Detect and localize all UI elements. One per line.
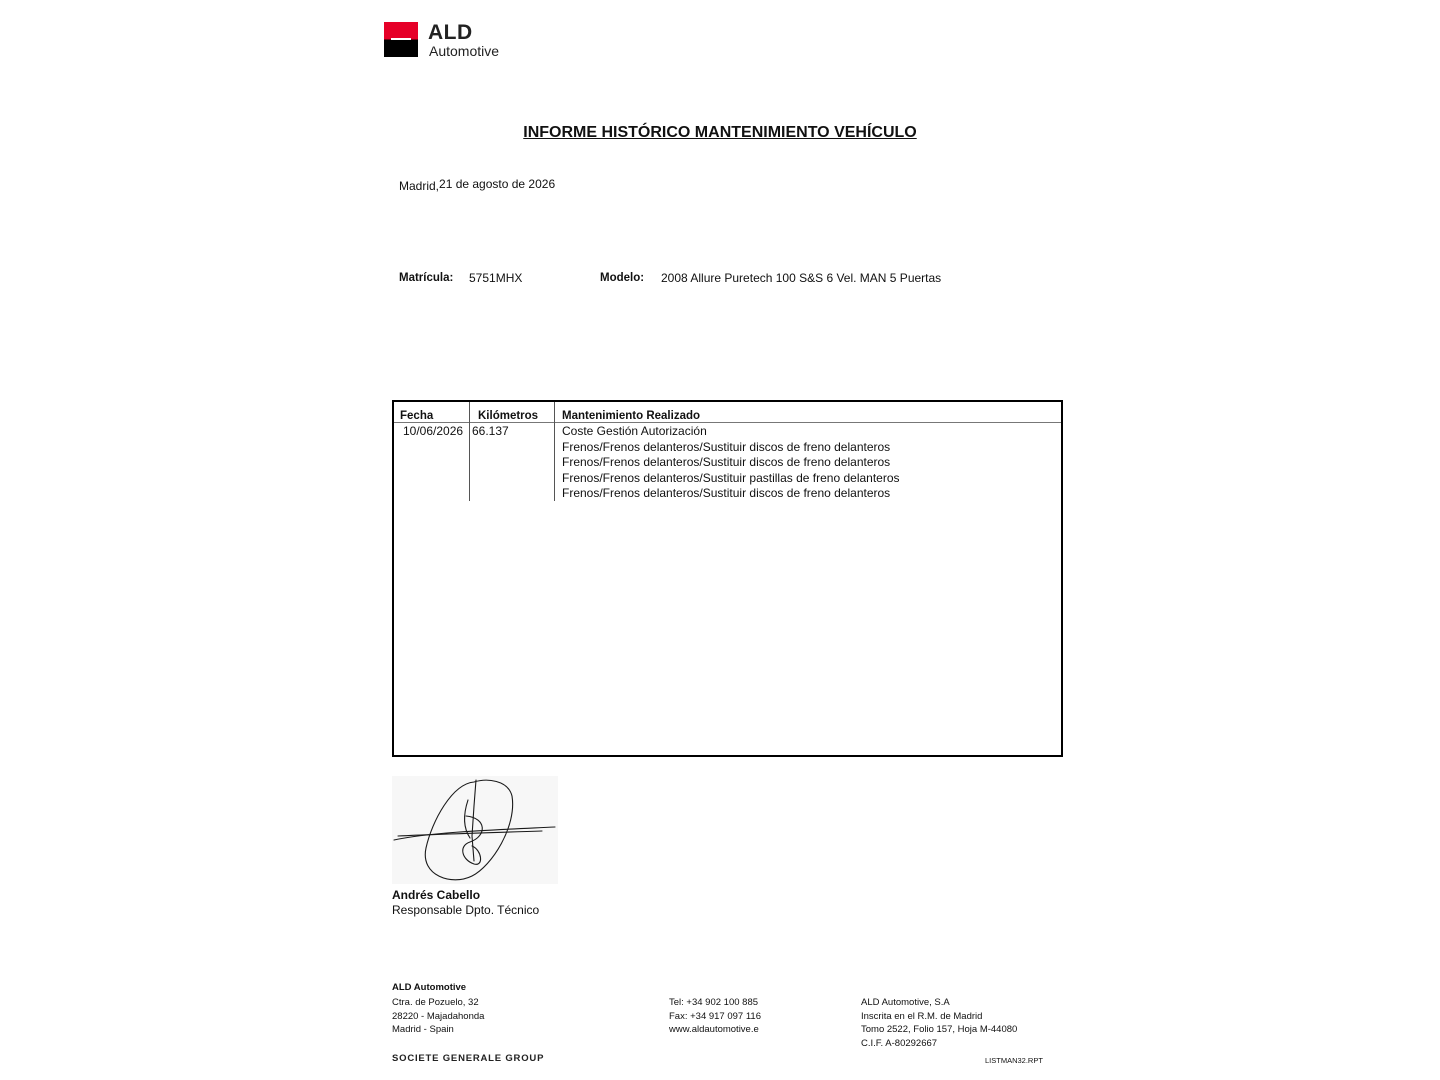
- date-city: Madrid,: [399, 179, 440, 193]
- list-item: Coste Gestión Autorización: [562, 424, 707, 438]
- date-text: 21 de agosto de 2026: [439, 177, 556, 191]
- logo-name: ALD: [428, 21, 473, 44]
- footer-legal-line: Inscrita en el R.M. de Madrid: [861, 1010, 983, 1022]
- footer-legal-line: ALD Automotive, S.A: [861, 997, 950, 1008]
- model-label: Modelo:: [600, 272, 645, 284]
- plate-value: 5751MHX: [469, 271, 523, 285]
- footer-fax: Fax: +34 917 097 116: [669, 1010, 761, 1022]
- footer-legal: [861, 996, 1017, 1050]
- footer-address: [392, 996, 484, 1037]
- footer-contact: [669, 996, 761, 1037]
- ald-automotive-logo: [384, 22, 512, 60]
- maintenance-items: [562, 424, 900, 502]
- list-item: Frenos/Frenos delanteros/Sustituir discos de freno delanteros: [562, 455, 891, 469]
- footer-phone: Tel: +34 902 100 885: [669, 997, 759, 1008]
- list-item: Frenos/Frenos delanteros/Sustituir pastillas de freno delanteros: [562, 470, 900, 485]
- model-value: 2008 Allure Puretech 100 S&S 6 Vel. MAN 5 Puertas: [661, 271, 942, 285]
- logo-mark-icon: [384, 22, 418, 57]
- report-code: LISTMAN32.RPT: [985, 1056, 1043, 1065]
- list-item: Frenos/Frenos delanteros/Sustituir discos de freno delanteros: [562, 439, 891, 454]
- signer-name: Andrés Cabello: [392, 888, 481, 902]
- footer-address-line: Madrid - Spain: [392, 1024, 454, 1036]
- plate-label: Matrícula:: [399, 272, 454, 284]
- footer-company: ALD Automotive: [392, 982, 467, 993]
- column-divider: [554, 402, 555, 501]
- column-divider: [469, 402, 470, 501]
- list-item: Frenos/Frenos delanteros/Sustituir discos de freno delanteros: [562, 486, 891, 500]
- header-fecha: Fecha: [400, 410, 434, 422]
- signer-role: Responsable Dpto. Técnico: [392, 903, 540, 917]
- document-date: [399, 177, 555, 191]
- footer-legal-line: Tomo 2522, Folio 157, Hoja M-44080: [861, 1024, 1018, 1036]
- footer-address-line: Ctra. de Pozuelo, 32: [392, 997, 479, 1008]
- logo-subtitle: Automotive: [429, 43, 500, 59]
- table-header-divider: [394, 422, 1061, 423]
- header-mantenimiento: Mantenimiento Realizado: [562, 410, 701, 422]
- footer-legal-line: C.I.F. A-80292667: [861, 1037, 938, 1049]
- signature-image: [392, 776, 558, 884]
- societe-generale-group-logo: SOCIETE GENERALE GROUP: [392, 1053, 545, 1064]
- document-title: INFORME HISTÓRICO MANTENIMIENTO VEHÍCULO: [523, 124, 917, 141]
- row-fecha: 10/06/2026: [403, 424, 464, 438]
- footer-website-link[interactable]: www.aldautomotive.e: [669, 1024, 759, 1036]
- header-kilometros: Kilómetros: [478, 410, 539, 422]
- footer-address-line: 28220 - Majadahonda: [392, 1010, 485, 1022]
- row-km: 66.137: [472, 424, 509, 438]
- maintenance-table: [392, 400, 1063, 757]
